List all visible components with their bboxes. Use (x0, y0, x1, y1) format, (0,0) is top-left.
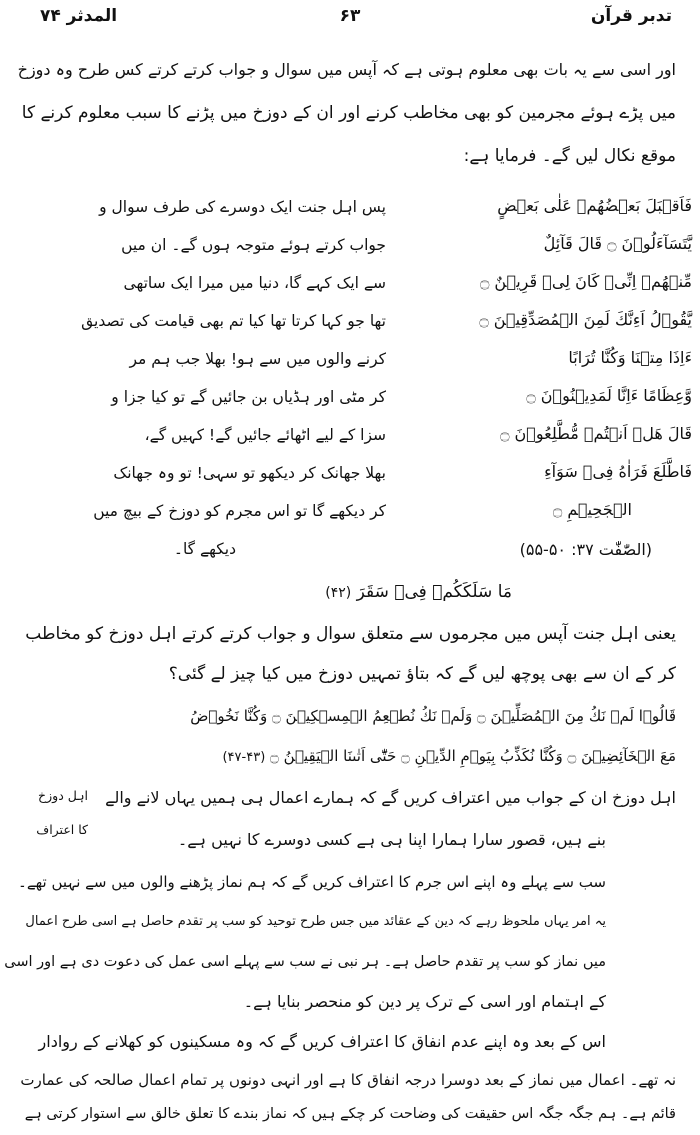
arabic-verse-line: مِّنۡهُمۡ اِنِّىۡ كَانَ لِىۡ قَرِيۡنٌ ۝ (479, 272, 692, 291)
arabic-verse-line: وَّعِظَامًا ءَاِنَّا لَمَدِيۡنُوۡنَ ۝ (526, 386, 692, 405)
intro-line: موقع نکال لیں گے۔ فرمایا ہے: (463, 146, 676, 166)
arabic-verse-line: يَّتَسَآءَلُوۡنَ ۝ قَالَ قَآئِلٌ (543, 234, 692, 253)
body-line: یہ امر یہاں ملحوظ رہے کہ دین کے عقائد میں جس طرح توحید کو سب پر تقدم حاصل ہے اسی طرح اعمال (25, 914, 606, 929)
verse-42 (325, 578, 512, 607)
body-line: نہ تھے۔ اعمال میں نماز کے بعد دوسرا درجہ انفاق کا ہے اور انہی دونوں پر تمام اعمال صالحہ کی عمارت (20, 1071, 676, 1089)
arabic-verse-line: ءَاِذَا مِتۡنَا وَكُنَّا تُرَابًا (568, 348, 692, 367)
translation-line: تھا جو کہا کرتا تھا کیا تم بھی قیامت کی تصدیق (81, 312, 386, 330)
book-title: تدبر قرآن (590, 6, 672, 26)
arabic-verse-line: قَالَ هَلۡ اَنۡتُمۡ مُّطَّلِعُوۡنَ ۝ (500, 424, 692, 443)
surah-name: المدثر ۷۴ (40, 6, 118, 26)
arabic-verse-line: فَاطَّلَعَ فَرَاٰهُ فِىۡ سَوَآءِ (544, 462, 692, 481)
body-line: میں نماز کو سب پر تقدم حاصل ہے۔ ہر نبی نے سب سے پہلے اسی عمل کی دعوت دی ہے اور اسی (4, 954, 606, 970)
arabic-verse-line: فَاَقۡبَلَ بَعۡضُهُمۡ عَلٰى بَعۡضٍ (497, 196, 692, 215)
margin-note-line: اہل دوزخ (38, 788, 88, 803)
body-line: قائم ہے۔ ہم جگہ جگہ اس حقیقت کی وضاحت کر چکے ہیں کہ نماز بندے کا تعلق خالق سے استوار کرتی ہے (24, 1106, 676, 1122)
verse-42-number: (۴۲) (325, 585, 352, 601)
page-number: ۶۳ (339, 6, 361, 26)
translation-line: پس اہل جنت ایک دوسرے کی طرف سوال و (99, 198, 386, 216)
translation-line: کرنے والوں میں سے ہو! بھلا جب ہم مر (129, 350, 386, 368)
margin-note-line: کا اعتراف (36, 822, 88, 837)
body-line: سب سے پہلے وہ اپنے اس جرم کا اعتراف کریں گے کہ ہم نماز پڑھنے والوں میں سے نہیں تھے۔ (18, 873, 606, 891)
verse-43-47-line: قَالُوۡا لَمۡ نَكُ مِنَ الۡمُصَلِّيۡنَ ۝ وَلَمۡ نَكُ نُطۡعِمُ الۡمِسۡكِيۡنَ ۝ وَكُنَّا نَخُوۡضُ (190, 707, 676, 725)
explanation-line: کر کے ان سے بھی پوچھ لیں گے کہ بتاؤ تمہیں دوزخ میں کیا چیز لے گئی؟ (168, 664, 676, 684)
translation-line: سے ایک کہے گا، دنیا میں میرا ایک ساتھی (123, 274, 386, 292)
verse-43-47-number: (۴۳-۴۷) (222, 750, 266, 765)
body-line: اہل دوزخ ان کے جواب میں اعتراف کریں گے کہ ہمارے اعمال ہی ہمیں یہاں لانے والے (105, 788, 676, 807)
translation-line: کر دیکھے گا تو اس مجرم کو دوزخ کے بیچ میں (93, 502, 386, 520)
translation-line: دیکھے گا۔ (173, 540, 236, 558)
translation-line: کر مٹی اور ہڈیاں بن جائیں گے تو کیا جزا و (111, 388, 386, 406)
body-line: اس کے بعد وہ اپنے عدم انفاق کا اعتراف کریں گے کہ وہ مسکینوں کو کھلانے کے روادار (38, 1032, 606, 1051)
translation-line: بھلا جھانک کر دیکھو تو سہی! تو وہ جھانک (113, 464, 386, 482)
arabic-verse-line: يَّقُوۡلُ اَءِنَّكَ لَمِنَ الۡمُصَدِّقِيۡنَ ۝ (479, 310, 692, 329)
translation-line: جواب کرتے ہوئے متوجہ ہوں گے۔ ان میں (121, 236, 386, 254)
body-line: کے اہتمام اور اسی کے ترک پر دین کو منحصر بنایا ہے۔ (243, 992, 606, 1011)
verse-reference: (الصّٰفّٰت ۳۷: ۵۰-۵۵) (519, 540, 652, 559)
arabic-verse-line: الۡجَحِيۡمِ ۝ (552, 500, 632, 519)
translation-line: سزا کے لیے اٹھائے جائیں گے! کہیں گے، (144, 426, 386, 444)
verse-43-47-arabic: مَعَ الۡخَآئِضِيۡنَ ۝ وَكُنَّا نُكَذِّبُ بِيَوۡمِ الدِّيۡنِ ۝ حَتّٰٓى اَتٰٮنَا الۡيَقِيۡنُ ۝ (270, 747, 676, 765)
intro-line: اور اسی سے یہ بات بھی معلوم ہوتی ہے کہ آپس میں سوال و جواب کرتے کرتے کس طرح وہ دوزخ (17, 60, 676, 79)
intro-line: میں پڑے ہوئے مجرمین کو بھی مخاطب کرنے اور ان کے دوزخ میں پڑنے کا سبب معلوم کرنے کا (21, 103, 676, 123)
verse-43-47-line (222, 742, 676, 772)
body-line: بنے ہیں، قصور سارا ہمارا اپنا ہی ہے کسی دوسرے کا نہیں ہے۔ (177, 830, 606, 849)
explanation-line: یعنی اہل جنت آپس میں مجرموں سے متعلق سوال و جواب کرتے کرتے اہل دوزخ کو مخاطب (25, 624, 676, 644)
verse-42-arabic: مَا سَلَكَكُمۡ فِىۡ سَقَرَ (356, 582, 512, 602)
